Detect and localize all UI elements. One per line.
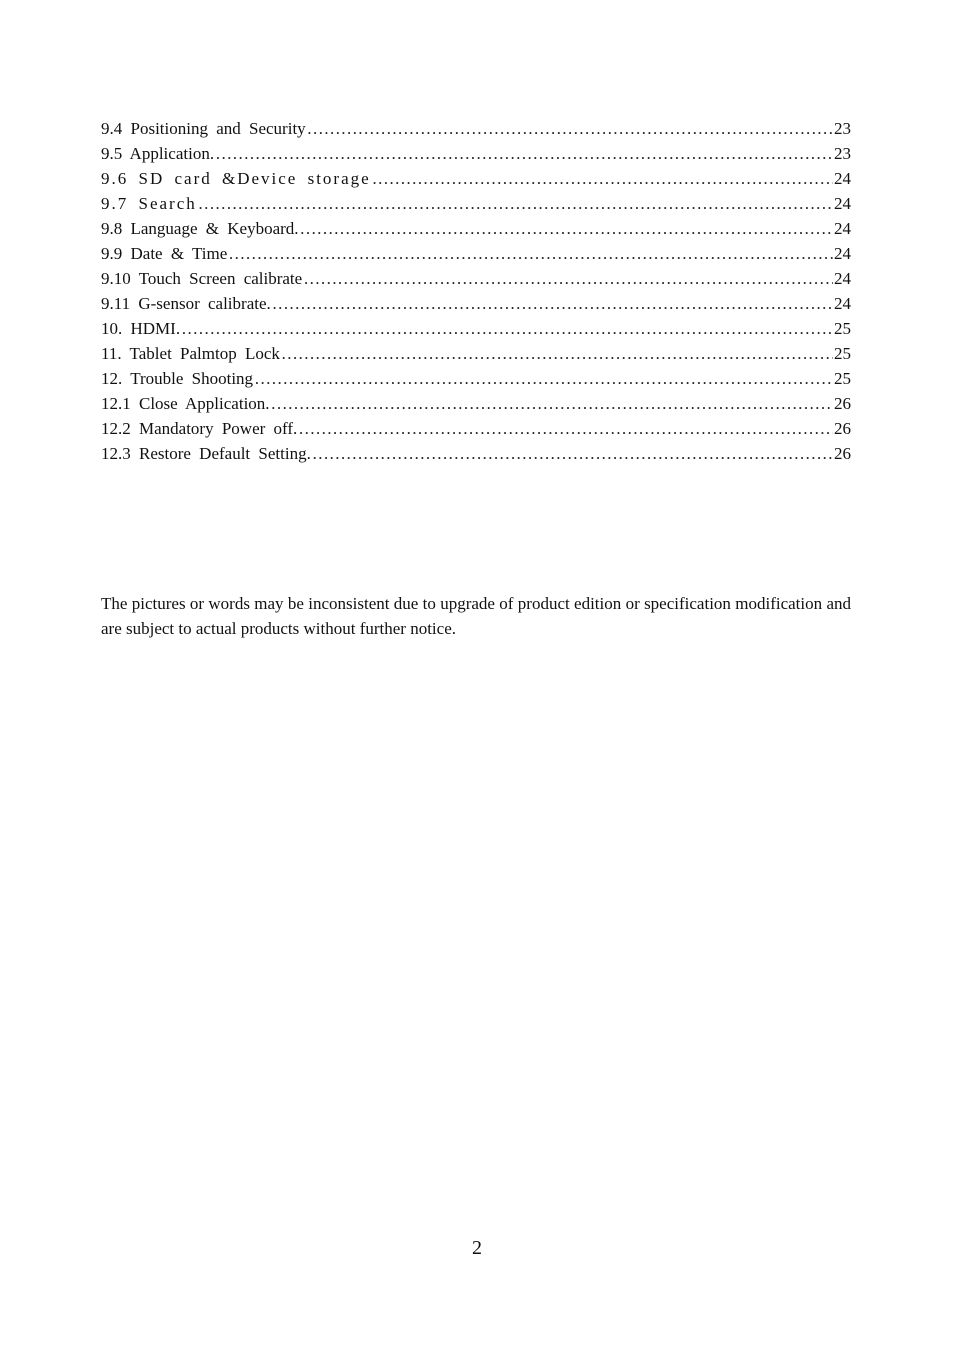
toc-entry-page: 24: [834, 194, 851, 213]
disclaimer-notice: The pictures or words may be inconsistent due to upgrade of product edition or specification modification and are subject to actual products without further notice.: [101, 594, 851, 638]
toc-entry-title: 9.9 Date & Time: [101, 244, 228, 263]
toc-entry-page: 26: [834, 394, 851, 413]
toc-entry-page: 24: [834, 269, 851, 288]
toc-entry: [101, 391, 851, 416]
toc-dot-leader: [198, 191, 833, 216]
toc-entry-page: 24: [834, 294, 851, 313]
toc-dot-leader: [228, 241, 833, 266]
toc-dot-leader: [303, 266, 833, 291]
toc-entry: [101, 441, 851, 466]
toc-entry-page: 23: [834, 119, 851, 138]
toc-entry-page: 25: [834, 319, 851, 338]
toc-entry: [101, 366, 851, 391]
toc-entry-title: 12. Trouble Shooting: [101, 369, 254, 388]
toc-entry: [101, 316, 851, 341]
toc-entry-title: 11. Tablet Palmtop Lock: [101, 344, 280, 363]
toc-entry: [101, 341, 851, 366]
toc-dot-leader: [307, 116, 833, 141]
toc-entry: [101, 141, 851, 166]
toc-entry-title: 9.10 Touch Screen calibrate: [101, 269, 303, 288]
toc-entry: [101, 216, 851, 241]
toc-dot-leader: [300, 216, 833, 241]
toc-entry-title: 9.7 Search: [101, 194, 197, 213]
toc-dot-leader: [254, 366, 833, 391]
toc-dot-leader: [312, 441, 833, 466]
toc-entry-title: 12.3 Restore Default Setting.: [101, 444, 311, 463]
toc-entry-title: 9.11 G-sensor calibrate.: [101, 294, 271, 313]
toc-entry-title: 9.8 Language & Keyboard.: [101, 219, 299, 238]
page-number: 2: [472, 1237, 482, 1259]
toc-entry-page: 23: [834, 144, 851, 163]
toc-entry: [101, 266, 851, 291]
toc-entry-page: 24: [834, 244, 851, 263]
toc-entry: [101, 241, 851, 266]
table-of-contents: [101, 116, 851, 466]
toc-entry: [101, 291, 851, 316]
toc-entry: [101, 191, 851, 216]
toc-entry-page: 25: [834, 369, 851, 388]
toc-dot-leader: [271, 391, 833, 416]
toc-entry-title: 9.4 Positioning and Security: [101, 119, 306, 138]
toc-entry-title: 12.1 Close Application.: [101, 394, 270, 413]
toc-entry-title: 9.5 Application.: [101, 144, 215, 163]
toc-entry-page: 25: [834, 344, 851, 363]
toc-dot-leader: [298, 416, 833, 441]
toc-dot-leader: [272, 291, 833, 316]
toc-entry-title: 10. HDMI.: [101, 319, 181, 338]
toc-entry-page: 24: [834, 219, 851, 238]
toc-entry-title: 9.6 SD card &Device storage: [101, 169, 371, 188]
toc-dot-leader: [281, 341, 833, 366]
toc-dot-leader: [215, 141, 833, 166]
toc-entry: [101, 166, 851, 191]
toc-entry-page: 26: [834, 444, 851, 463]
toc-dot-leader: [181, 316, 833, 341]
toc-entry-page: 26: [834, 419, 851, 438]
toc-entry: [101, 116, 851, 141]
toc-dot-leader: [372, 166, 833, 191]
toc-entry: [101, 416, 851, 441]
toc-entry-title: 12.2 Mandatory Power off.: [101, 419, 298, 438]
toc-entry-page: 24: [834, 169, 851, 188]
